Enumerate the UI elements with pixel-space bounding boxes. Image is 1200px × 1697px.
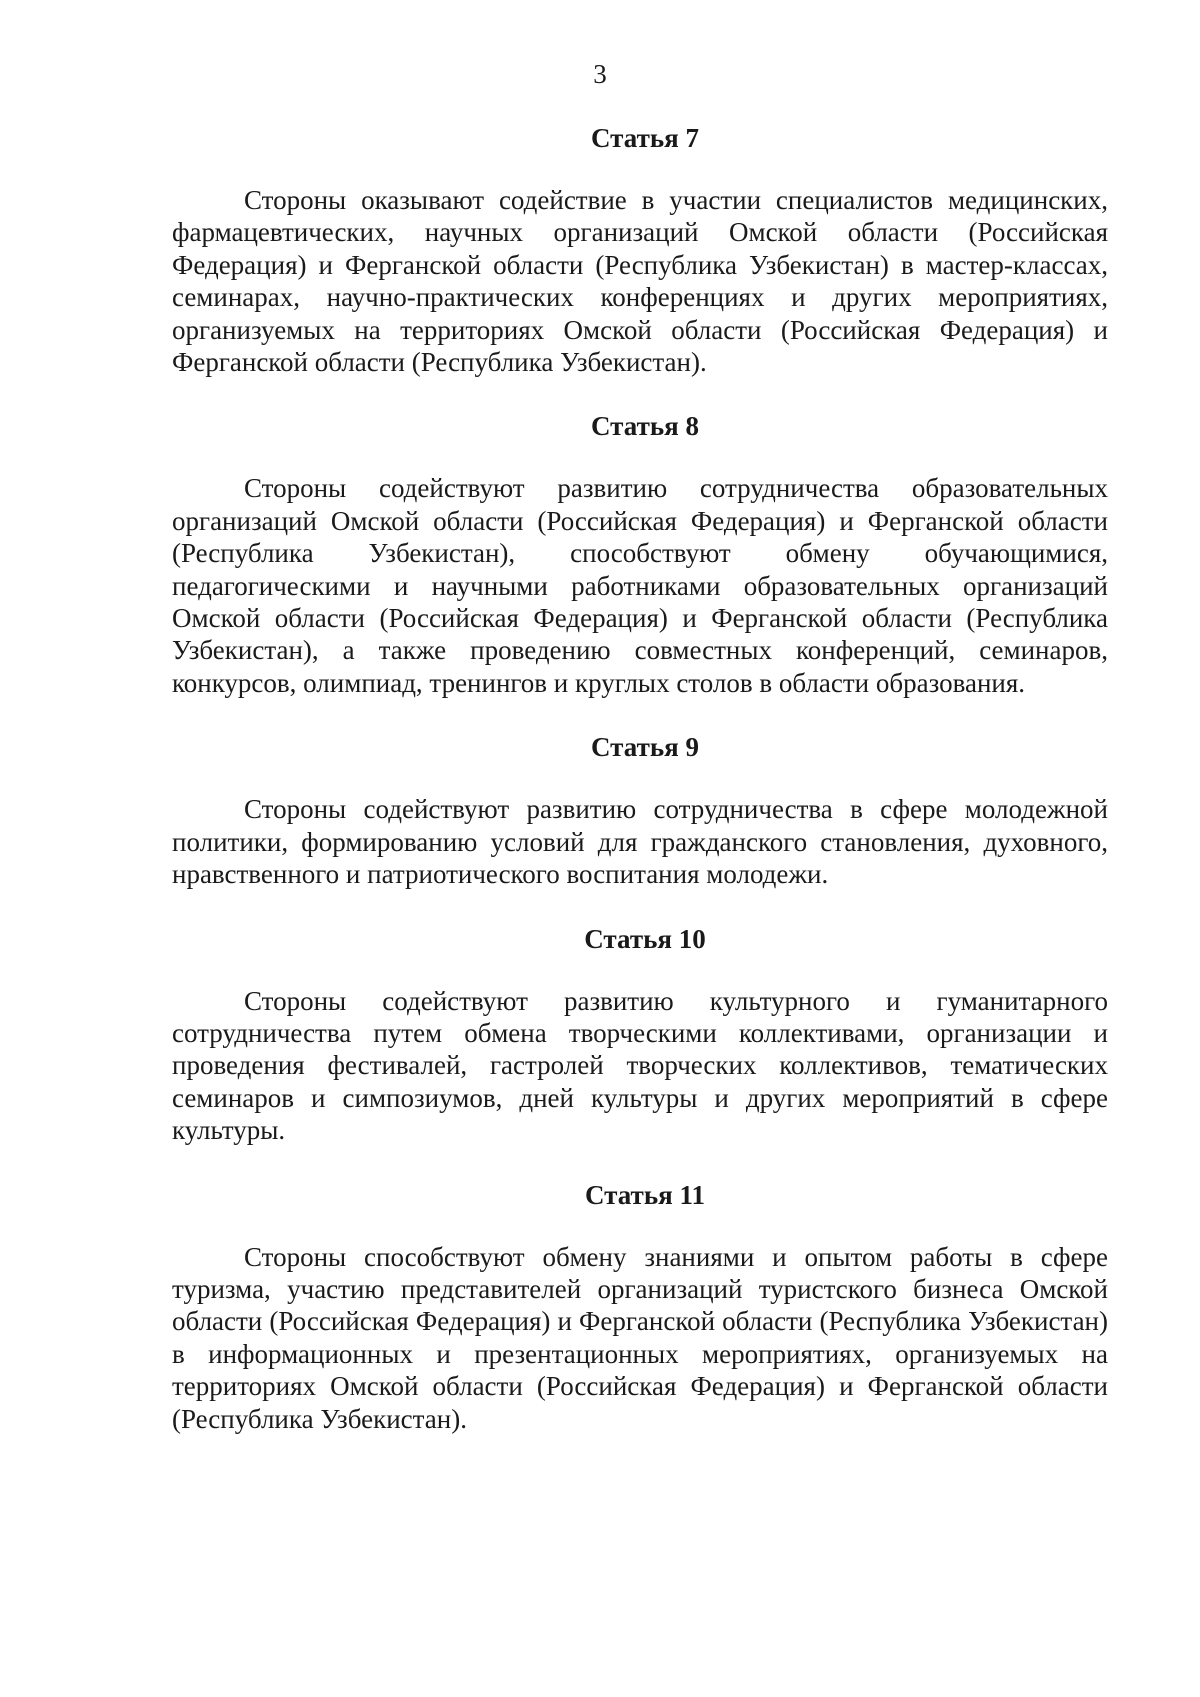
article-text: Стороны оказывают содействие в участии специалистов медицинских, фармацевтических, научных организаций Омской области (Российская Федерация) и Ферганской области (Республика Узбекистан) в мастер-классах, семинарах, научно-практических конференциях и других мероприятиях, организуемых на территориях Омской области (Российская Федерация) и Ферганской области (Республика Узбекистан).: [172, 185, 1108, 378]
article-11: [172, 1179, 1108, 1435]
article-8: [172, 410, 1108, 699]
article-text: Стороны содействуют развитию сотрудничества образовательных организаций Омской области (Российская Федерация) и Ферганской области (Республика Узбекистан), способствуют обмену обучающимися, педагогическими и научными работниками образовательных организаций Омской области (Российская Федерация) и Ферганской области (Республика Узбекистан), а также проведению совместных конференций, семинаров, конкурсов, олимпиад, тренингов и круглых столов в области образования.: [172, 473, 1108, 698]
page-number: 3: [593, 59, 607, 89]
article-heading: Статья 10: [584, 923, 706, 954]
article-10: [172, 923, 1108, 1147]
article-text: Стороны содействуют развитию сотрудничества в сфере молодежной политики, формированию условий для гражданского становления, духовного, нравственного и патриотического воспитания молодежи.: [172, 794, 1108, 890]
article-text: Стороны содействуют развитию культурного и гуманитарного сотрудничества путем обмена творческими коллективами, организации и проведения фестивалей, гастролей творческих коллективов, тематических семинаров и симпозиумов, дней культуры и других мероприятий в сфере культуры.: [172, 985, 1108, 1146]
article-heading: Статья 9: [591, 732, 699, 763]
document-content: [172, 122, 1108, 1467]
article-7: [172, 122, 1108, 378]
article-heading: Статья 7: [591, 123, 699, 153]
article-heading: Статья 11: [585, 1179, 705, 1210]
article-heading: Статья 8: [591, 411, 699, 442]
article-text: Стороны способствуют обмену знаниями и опытом работы в сфере туризма, участию представителей организаций туристского бизнеса Омской области (Российская Федерация) и Ферганской области (Республика Узбекистан) в информационных и презентационных мероприятиях, организуемых на территориях Омской области (Российская Федерация) и Ферганской области (Республика Узбекистан).: [172, 1241, 1108, 1434]
article-9: [172, 731, 1108, 890]
